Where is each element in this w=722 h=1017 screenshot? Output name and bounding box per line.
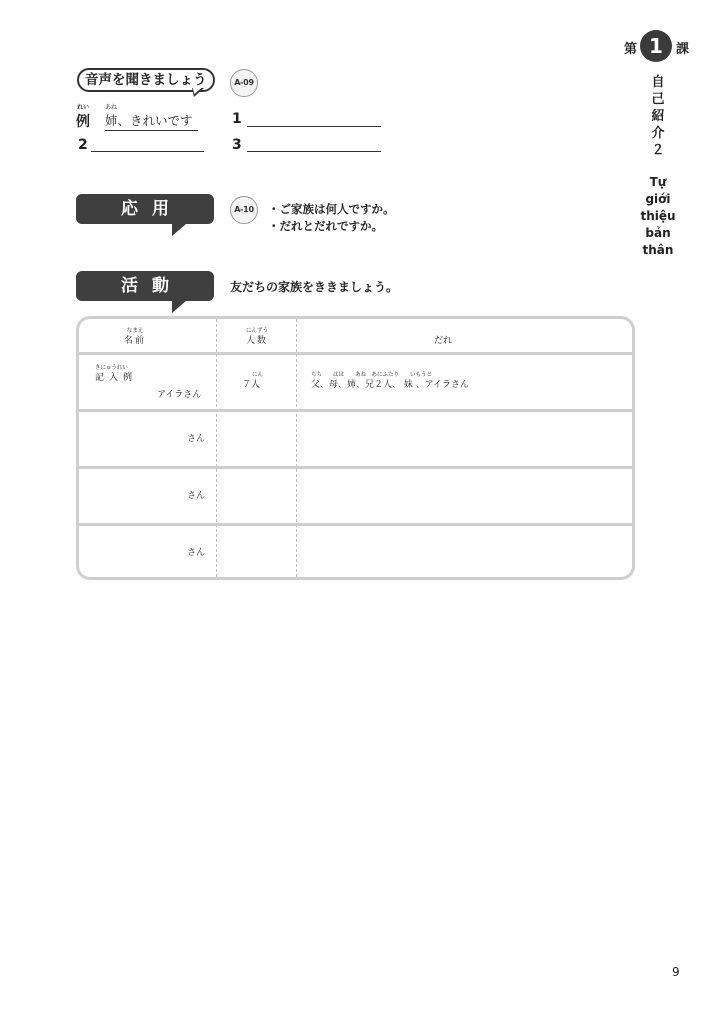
lesson-suffix: 課	[676, 42, 690, 57]
example-row-label-ruby: きにゅうれい	[95, 365, 128, 371]
lesson-number-badge: 1	[640, 30, 672, 62]
header-count: 人数	[245, 336, 268, 346]
header-name: 名前	[123, 336, 146, 346]
column-divider	[216, 319, 217, 577]
table-row-san-suffix: さん	[187, 491, 206, 501]
example-row-count: ７人	[242, 380, 261, 390]
lesson-header	[620, 30, 700, 62]
table-row-san-suffix: さん	[187, 548, 206, 558]
activity-label-tail	[172, 301, 186, 313]
audio-track-cd-icon[interactable]: A-09	[230, 69, 258, 97]
row-divider	[79, 409, 632, 412]
application-question-2: ・だれとだれですか。	[268, 219, 383, 233]
header-who: だれ	[434, 336, 453, 346]
example-label-ruby: れい	[76, 104, 89, 111]
answer-number-1: 1	[232, 111, 242, 127]
answer-number-2: 2	[78, 137, 88, 153]
listening-label: 音声を聞きましょう	[77, 68, 215, 92]
example-row-who-ruby: ちち はは あね あにふたり いもうと	[311, 372, 433, 378]
example-row-who: 父、母、姉、兄２人、 妹 、アイラさん	[311, 380, 469, 390]
lesson-title-vi-word: thiệu	[640, 209, 676, 223]
answer-number-3: 3	[232, 137, 242, 153]
lesson-prefix: 第	[624, 42, 638, 57]
application-question-1: ・ご家族は何人ですか。	[268, 202, 395, 216]
answer-blank-1[interactable]	[247, 126, 381, 127]
answer-blank-2[interactable]	[91, 151, 204, 152]
lesson-title-vi-word: Tự	[649, 175, 667, 189]
header-name-ruby: なまえ	[126, 328, 144, 334]
table-row-san-suffix: さん	[187, 434, 206, 444]
example-answer-ruby: あね	[105, 104, 118, 111]
page-number: 9	[672, 965, 680, 979]
activity-instruction: 友だちの家族をききましょう。	[230, 280, 399, 294]
example-row-label: 記入例	[95, 373, 138, 383]
lesson-title-vi-word: bản	[645, 226, 671, 240]
example-label-text: 例	[76, 114, 90, 130]
row-divider	[79, 352, 632, 355]
family-table	[76, 316, 635, 580]
activity-label: 活動	[76, 271, 214, 301]
application-label-tail	[172, 224, 186, 236]
answer-blank-3[interactable]	[247, 151, 381, 152]
example-row-count-ruby: にん	[252, 372, 264, 378]
lesson-title-vietnamese	[633, 174, 683, 259]
example-answer-text: 姉、きれいです	[105, 113, 193, 128]
example-answer	[105, 104, 198, 131]
header-count-ruby: にんずう	[245, 328, 268, 334]
application-label: 応用	[76, 194, 214, 224]
row-divider	[79, 523, 632, 526]
column-divider	[296, 319, 297, 577]
example-row-name: アイラさん	[157, 390, 202, 400]
row-divider	[79, 466, 632, 469]
lesson-title-vertical: 自己紹介２	[651, 75, 665, 158]
lesson-title-vi-word: thân	[642, 243, 674, 257]
lesson-title-vi-word: giới	[645, 192, 671, 206]
audio-track-cd-icon[interactable]: A-10	[230, 196, 258, 224]
example-label	[76, 104, 90, 131]
